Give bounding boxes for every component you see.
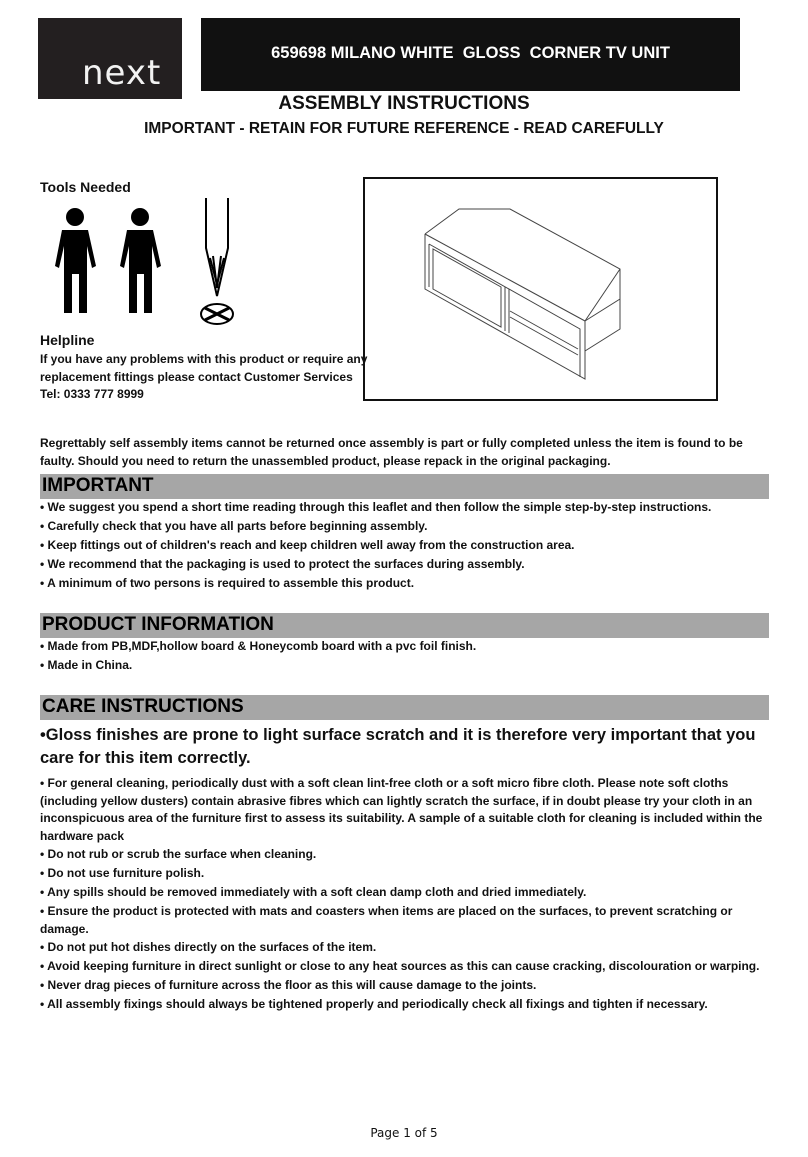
list-item: • For general cleaning, periodically dust with a soft clean lint-free cloth or a soft micro fibre cloth. Please note soft cloths (including yellow dusters) contain abrasive fibres which can lightly scratch the surface, if in doubt please try your cloth in an inconspicuous area of the furniture first to assess its suitability. A sample of a suitable cloth for cleaning is included within the hardware pack [40,776,763,843]
tools-illustration [50,196,260,330]
returns-notice: Regrettably self assembly items cannot be returned once assembly is part or fully completed unless the item is found to be faulty. Should you need to return the unassembled product, please repack in the original packaging. [40,436,743,468]
product-info-list [40,638,770,676]
person-icon [55,208,96,313]
page-title: ASSEMBLY INSTRUCTIONS [278,93,530,114]
list-item: • Keep fittings out of children's reach and keep children well away from the construction area. [40,537,575,552]
product-image [363,177,718,401]
important-list [40,499,770,593]
list-item: • Never drag pieces of furniture across the floor as this will cause damage to the joints. [40,978,537,993]
product-info-section-header [40,613,769,638]
important-section-header [40,474,769,499]
product-title-bar [201,18,740,91]
helpline-text: If you have any problems with this product or require any replacement fittings please contact Customer Services Tel: 0333 777 8999 [40,352,368,401]
list-item: • Avoid keeping furniture in direct sunlight or close to any heat sources as this can cause cracking, discolouration or warping. [40,959,760,974]
screwdriver-icon [201,198,233,324]
product-title: 659698 MILANO WHITE GLOSS CORNER TV UNIT [271,44,670,62]
list-item: • Do not rub or scrub the surface when cleaning. [40,847,317,862]
list-item: • Any spills should be removed immediately with a soft clean damp cloth and dried immediately. [40,885,587,900]
care-list [40,775,770,1015]
list-item: • Carefully check that you have all parts before beginning assembly. [40,518,428,533]
list-item: • Do not use furniture polish. [40,866,205,881]
tools-heading: Tools Needed [40,179,131,195]
list-item: • Do not put hot dishes directly on the surfaces of the item. [40,940,377,955]
logo-text: next [82,53,162,93]
tv-unit-illustration [365,179,715,398]
important-heading: IMPORTANT [42,475,154,496]
product-info-heading: PRODUCT INFORMATION [42,614,274,635]
list-item: • We suggest you spend a short time reading through this leaflet and then follow the simple step-by-step instructions. [40,500,712,514]
list-item: • Made from PB,MDF,hollow board & Honeycomb board with a pvc foil finish. [40,639,477,653]
helpline-heading: Helpline [40,332,95,348]
care-section-header [40,695,769,720]
page-number: Page 1 of 5 [370,1126,438,1140]
brand-logo [38,18,182,99]
list-item: • We recommend that the packaging is used to protect the surfaces during assembly. [40,556,525,571]
list-item: • All assembly fixings should always be tightened properly and periodically check all fixings and tighten if necessary. [40,997,708,1012]
page-subtitle: IMPORTANT - RETAIN FOR FUTURE REFERENCE - READ CAREFULLY [144,120,664,137]
gloss-warning: •Gloss finishes are prone to light surface scratch and it is therefore very important that you care for this item correctly. [40,726,756,767]
person-icon [120,208,161,313]
list-item: • Ensure the product is protected with mats and coasters when items are placed on the surfaces, to prevent scratching or damage. [40,904,733,936]
list-item: • Made in China. [40,657,133,672]
list-item: • A minimum of two persons is required to assemble this product. [40,575,415,590]
care-heading: CARE INSTRUCTIONS [42,696,244,717]
